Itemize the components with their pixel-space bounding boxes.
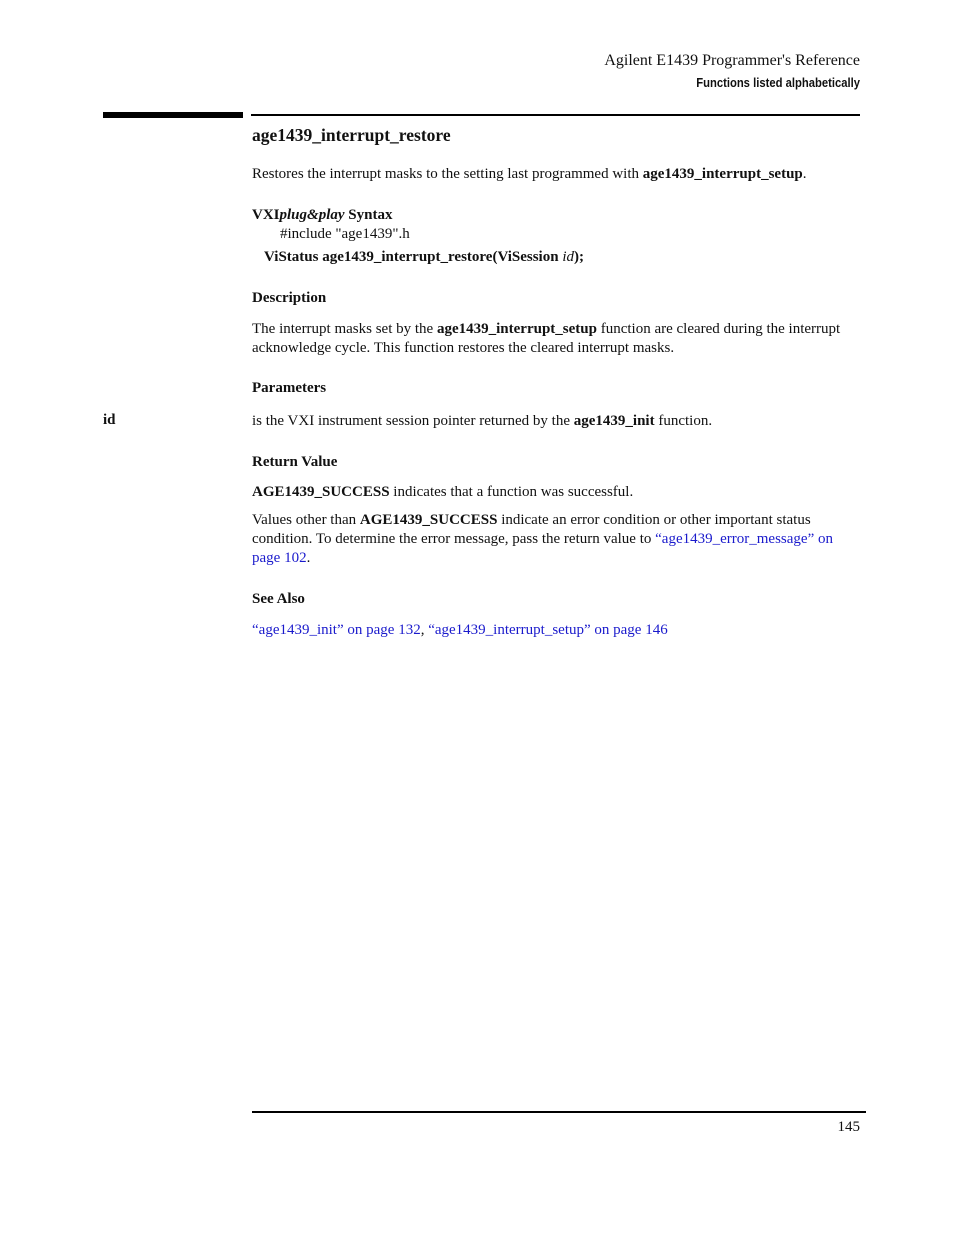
see-also-links: “age1439_init” on page 132, “age1439_interrupt_setup” on page 146 xyxy=(252,622,668,638)
footer-rule xyxy=(252,1111,866,1113)
function-summary: Restores the interrupt masks to the setting last programmed with age1439_interrupt_setup. xyxy=(252,166,807,182)
link-error-message[interactable]: “age1439_error_message” on page 102 xyxy=(252,531,833,566)
see-also-heading: See Also xyxy=(252,591,305,607)
link-age1439-interrupt-setup[interactable]: “age1439_interrupt_setup” on page 146 xyxy=(428,622,668,638)
section-rule-thick xyxy=(103,112,243,118)
header-title: Agilent E1439 Programmer's Reference xyxy=(604,52,860,69)
link-age1439-init[interactable]: “age1439_init” on page 132 xyxy=(252,622,421,638)
description-heading: Description xyxy=(252,290,327,306)
section-rule-thin xyxy=(251,114,860,116)
description-text: The interrupt masks set by the age1439_interrupt_setup function are cleared during the interrupt acknowledge cycle. This function restores the cleared interrupt masks. xyxy=(252,321,841,356)
function-title: age1439_interrupt_restore xyxy=(252,125,451,145)
return-value-heading: Return Value xyxy=(252,454,338,470)
syntax-prototype: ViStatus age1439_interrupt_restore(ViSession id); xyxy=(264,249,584,265)
page-number: 145 xyxy=(837,1119,860,1135)
parameters-heading: Parameters xyxy=(252,380,327,396)
return-value-success: AGE1439_SUCCESS indicates that a function was successful. xyxy=(252,484,634,500)
syntax-include: #include "age1439".h xyxy=(280,226,410,242)
header-subtitle: Functions listed alphabetically xyxy=(696,76,860,90)
parameter-id-description: is the VXI instrument session pointer returned by the age1439_init function. xyxy=(252,413,713,429)
parameter-id-label: id xyxy=(103,412,116,428)
syntax-heading: VXIplug&play Syntax xyxy=(252,207,393,223)
return-value-other: Values other than AGE1439_SUCCESS indicate an error condition or other important status condition. To determine the error message, pass the return value to “age1439_error_message” on page 102. xyxy=(252,512,833,566)
